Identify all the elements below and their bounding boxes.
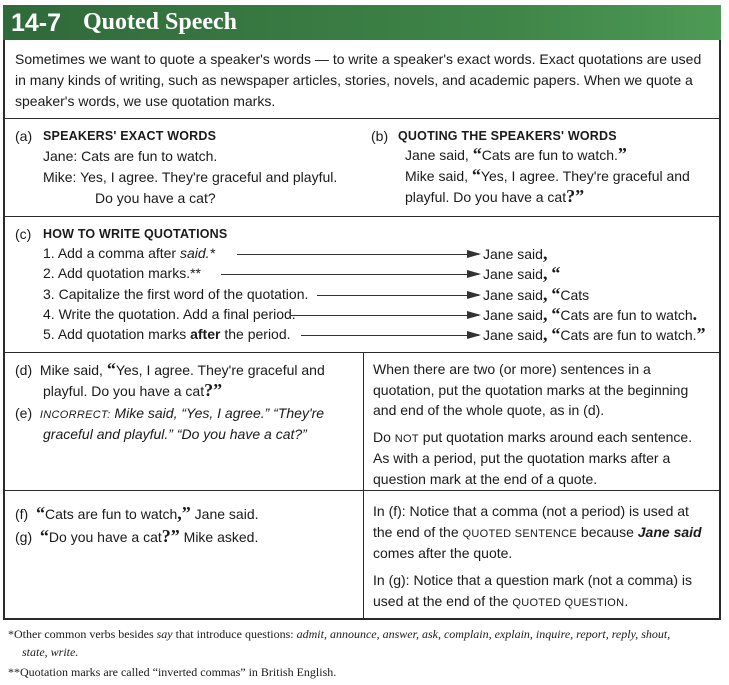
intro-line-2: in many kinds of writing, such as newspaper articles, stories, novels, and academic papers. When we quote a xyxy=(15,72,693,88)
open-quote: “ xyxy=(551,324,561,344)
note-d-line-5: As with a period, put the quotation marks after a xyxy=(373,450,671,466)
note-text: used at the end of the xyxy=(373,593,513,609)
step-tail: the period. xyxy=(220,326,291,342)
speaker-text: Mike said, xyxy=(39,362,107,378)
result-3 xyxy=(483,284,589,305)
section-a-label: (a) xyxy=(15,128,33,144)
section-g-label: (g) xyxy=(15,529,33,545)
close-quote: ” xyxy=(170,526,180,546)
question-mark: ? xyxy=(204,380,214,400)
step-4 xyxy=(43,304,296,324)
intro-line-3: speaker's words, we use quotation marks. xyxy=(15,93,276,109)
note-d-line-4 xyxy=(373,427,692,449)
step-text: Add a comma after xyxy=(57,245,180,261)
section-e-line-2: graceful and playful.” “Do you have a cat?” xyxy=(43,426,307,442)
speaker-text: Mike asked. xyxy=(179,529,259,545)
section-b-label: (b) xyxy=(371,128,389,144)
incorrect-label: INCORRECT: xyxy=(39,409,111,421)
note-text: Do xyxy=(373,429,395,445)
step-5 xyxy=(43,324,291,344)
section-c-label: (c) xyxy=(15,226,32,242)
footnote-1-cont xyxy=(22,644,78,660)
section-f xyxy=(15,503,259,524)
divider xyxy=(5,490,719,491)
quoted-text: playful. Do you have a cat xyxy=(405,189,567,205)
section-g xyxy=(15,526,258,547)
quoted-text: Cats are fun to watch. xyxy=(481,147,618,163)
comma: , xyxy=(542,243,548,263)
intro-line-1: Sometimes we want to quote a speaker's words — to write a speaker's exact words. Exact quotations are used xyxy=(15,51,702,67)
section-b-line-3 xyxy=(405,186,584,207)
note-text: because xyxy=(577,524,638,540)
step-italic: said.* xyxy=(179,245,216,261)
column-divider xyxy=(363,352,364,618)
step-text: Add quotation marks.** xyxy=(57,265,202,281)
arrow-icon xyxy=(221,274,479,275)
arrow-icon xyxy=(291,315,479,316)
section-b-line-1 xyxy=(405,144,627,165)
note-f-line-3: comes after the quote. xyxy=(373,545,513,561)
period: . xyxy=(692,304,698,324)
result-quote: Cats are fun to watch xyxy=(560,307,693,323)
footnote-2: **Quotation marks are called “inverted commas” in British English. xyxy=(8,665,337,679)
section-a-line-1: Jane: Cats are fun to watch. xyxy=(43,148,218,164)
section-a-line-2: Mike: Yes, I agree. They're graceful and playful. xyxy=(43,169,338,185)
open-quote: “ xyxy=(106,359,116,379)
speaker-text: Mike said, xyxy=(405,168,472,184)
note-f-line-1: In (f): Notice that a comma (not a period) is used at xyxy=(373,503,689,519)
note-text: put quotation marks around each sentence. xyxy=(418,429,693,445)
comma: , xyxy=(177,503,182,523)
section-f-label: (f) xyxy=(15,506,29,522)
result-text: Jane said xyxy=(483,327,543,343)
result-2 xyxy=(483,263,560,284)
quoted-text: Cats are fun to watch xyxy=(45,506,178,522)
footnote-1 xyxy=(8,626,670,642)
result-text: Jane said xyxy=(483,266,543,282)
small-caps-text: QUOTED QUESTION xyxy=(512,597,625,609)
note-f-line-2 xyxy=(373,522,702,544)
quoted-text: Yes, I agree. They're graceful and xyxy=(115,362,325,378)
step-number: 2. xyxy=(43,265,55,281)
comma: , xyxy=(542,284,548,304)
step-3 xyxy=(43,284,308,304)
divider xyxy=(5,352,719,353)
comma: , xyxy=(542,304,548,324)
footnote-text: that introduce questions: xyxy=(172,627,297,641)
step-number: 1. xyxy=(43,245,55,261)
open-quote: “ xyxy=(551,304,561,324)
result-4 xyxy=(483,304,697,325)
incorrect-text: Mike said, “Yes, I agree.” “They're xyxy=(110,405,325,421)
step-text: Write the quotation. Add a final period. xyxy=(58,306,296,322)
section-title: Quoted Speech xyxy=(83,9,238,35)
close-quote: ” xyxy=(575,186,585,206)
arrow-icon xyxy=(237,254,479,255)
section-number: 14-7 xyxy=(11,9,62,37)
section-c-heading: HOW TO WRITE QUOTATIONS xyxy=(43,227,228,241)
open-quote: “ xyxy=(472,144,482,164)
footnote-italic: state, write. xyxy=(22,645,79,659)
open-quote: “ xyxy=(39,526,49,546)
note-text: . xyxy=(624,593,629,609)
note-d-line-1: When there are two (or more) sentences in a xyxy=(373,361,651,377)
content-frame xyxy=(3,40,721,620)
note-text: the end of the xyxy=(373,524,463,540)
section-header xyxy=(3,5,721,40)
small-caps-text: QUOTED SENTENCE xyxy=(462,528,578,540)
open-quote: “ xyxy=(471,165,481,185)
result-text: Jane said xyxy=(483,246,543,262)
question-mark: ? xyxy=(566,186,576,206)
step-bold: after xyxy=(190,326,221,342)
note-f-line-5 xyxy=(373,591,628,613)
step-2 xyxy=(43,263,201,283)
quoted-text: playful. Do you have a cat xyxy=(43,383,205,399)
speaker-text: Jane said, xyxy=(405,147,473,163)
comma: , xyxy=(542,263,548,283)
open-quote: “ xyxy=(36,503,45,523)
step-number: 4. xyxy=(43,306,55,322)
note-d-line-3: and end of the whole quote, as in (d). xyxy=(373,402,605,418)
period: . xyxy=(692,327,697,343)
divider xyxy=(5,216,719,217)
footnote-italic: admit, announce, answer, ask, complain, explain, inquire, report, reply, shout, xyxy=(296,627,671,641)
section-b-heading: QUOTING THE SPEAKERS' WORDS xyxy=(398,129,617,143)
divider xyxy=(5,118,719,119)
quoted-text: Do you have a cat xyxy=(48,529,162,545)
footnote-italic: say xyxy=(156,627,173,641)
open-quote: “ xyxy=(551,284,561,304)
section-d-line-2 xyxy=(43,380,222,401)
section-a-heading: SPEAKERS' EXACT WORDS xyxy=(43,129,217,143)
step-1 xyxy=(43,243,215,263)
open-quote: “ xyxy=(551,263,561,283)
note-d-line-6: question mark at the end of a quote. xyxy=(373,471,598,487)
step-text: Capitalize the first word of the quotation. xyxy=(58,286,309,302)
section-d-label: (d) xyxy=(15,362,33,378)
section-e-label: (e) xyxy=(15,405,33,421)
section-a-line-3: Do you have a cat? xyxy=(95,190,216,206)
result-text: Jane said xyxy=(483,307,543,323)
not-label: NOT xyxy=(394,433,419,445)
section-d-line-1 xyxy=(15,359,325,380)
section-b-line-2 xyxy=(405,165,690,186)
close-quote: ” xyxy=(617,144,627,164)
step-number: 3. xyxy=(43,286,55,302)
close-quote: ” xyxy=(181,503,191,523)
speaker-text: Jane said. xyxy=(190,506,259,522)
result-1 xyxy=(483,243,547,264)
footnote-text: *Other common verbs besides xyxy=(8,627,157,641)
arrow-icon xyxy=(317,295,479,296)
note-d-line-2: quotation, put the quotation marks at the beginning xyxy=(373,382,689,398)
quoted-text: Yes, I agree. They're graceful and xyxy=(480,168,690,184)
result-quote: Cats xyxy=(560,287,590,303)
note-f-line-4: In (g): Notice that a question mark (not a comma) is xyxy=(373,572,693,588)
result-text: Jane said xyxy=(483,287,543,303)
step-number: 5. xyxy=(43,326,55,342)
arrow-icon xyxy=(301,335,479,336)
step-text: Add quotation marks xyxy=(57,326,191,342)
comma: , xyxy=(542,324,548,344)
section-e-line-1 xyxy=(15,403,324,425)
result-5 xyxy=(483,324,706,345)
result-quote: Cats are fun to watch xyxy=(560,327,693,343)
close-quote: ” xyxy=(696,324,706,344)
bold-italic-text: Jane said xyxy=(637,524,702,540)
question-mark: ? xyxy=(161,526,171,546)
close-quote: ” xyxy=(213,380,223,400)
